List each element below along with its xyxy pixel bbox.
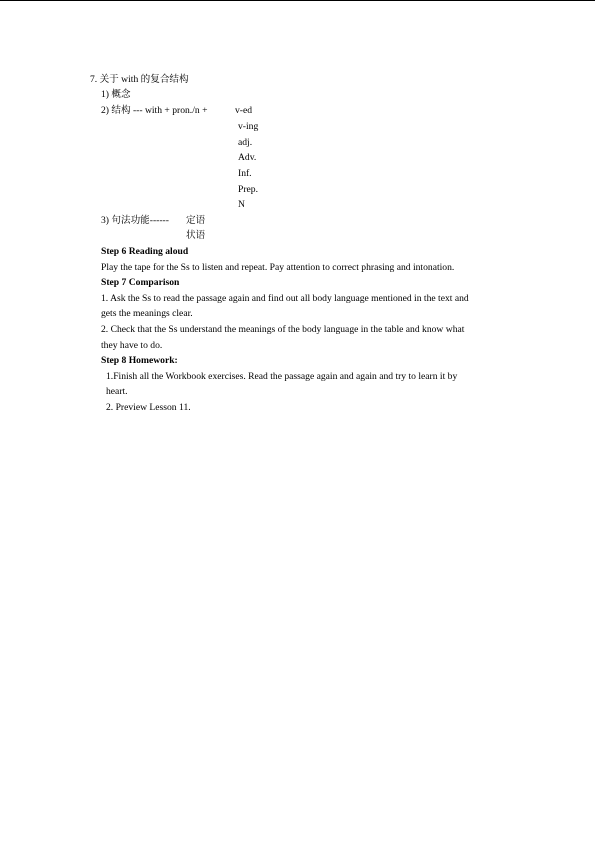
- step-8-paragraph-1-line-2: heart.: [106, 386, 128, 397]
- function-option-attributive: 定语: [186, 215, 206, 226]
- step-6-heading: Step 6 Reading aloud: [101, 246, 189, 257]
- step-8-paragraph-1-line-1: 1.Finish all the Workbook exercises. Read the passage again and again and try to learn it by: [106, 371, 458, 382]
- structure-option-n: N: [238, 199, 245, 210]
- section-7-item-1: 1) 概念: [101, 89, 131, 100]
- structure-option-prep: Prep.: [238, 184, 258, 195]
- structure-option-v-ing: v-ing: [238, 121, 259, 132]
- section-7-title: 7. 关于 with 的复合结构: [90, 74, 189, 85]
- step-7-paragraph-1-line-2: gets the meanings clear.: [101, 308, 193, 319]
- structure-option-inf: Inf.: [238, 168, 252, 179]
- top-border-rule: [0, 0, 595, 1]
- step-7-paragraph-2-line-2: they have to do.: [101, 340, 163, 351]
- step-8-paragraph-2: 2. Preview Lesson 11.: [106, 402, 191, 413]
- step-7-paragraph-1-line-1: 1. Ask the Ss to read the passage again and find out all body language mentioned in the text and: [101, 293, 469, 304]
- section-7-item-3-label: 3) 句法功能------: [101, 215, 169, 226]
- structure-option-v-ed: v-ed: [235, 105, 253, 116]
- step-7-paragraph-2-line-1: 2. Check that the Ss understand the meanings of the body language in the table and know what: [101, 324, 465, 335]
- structure-option-adj: adj.: [238, 137, 253, 148]
- structure-option-adv: Adv.: [238, 152, 257, 163]
- step-6-text: Play the tape for the Ss to listen and repeat. Pay attention to correct phrasing and intonation.: [101, 262, 455, 273]
- section-7-item-2-label: 2) 结构 --- with + pron./n +: [101, 105, 208, 116]
- step-7-heading: Step 7 Comparison: [101, 277, 180, 288]
- function-option-adverbial: 状语: [186, 230, 206, 241]
- step-8-heading: Step 8 Homework:: [101, 355, 178, 366]
